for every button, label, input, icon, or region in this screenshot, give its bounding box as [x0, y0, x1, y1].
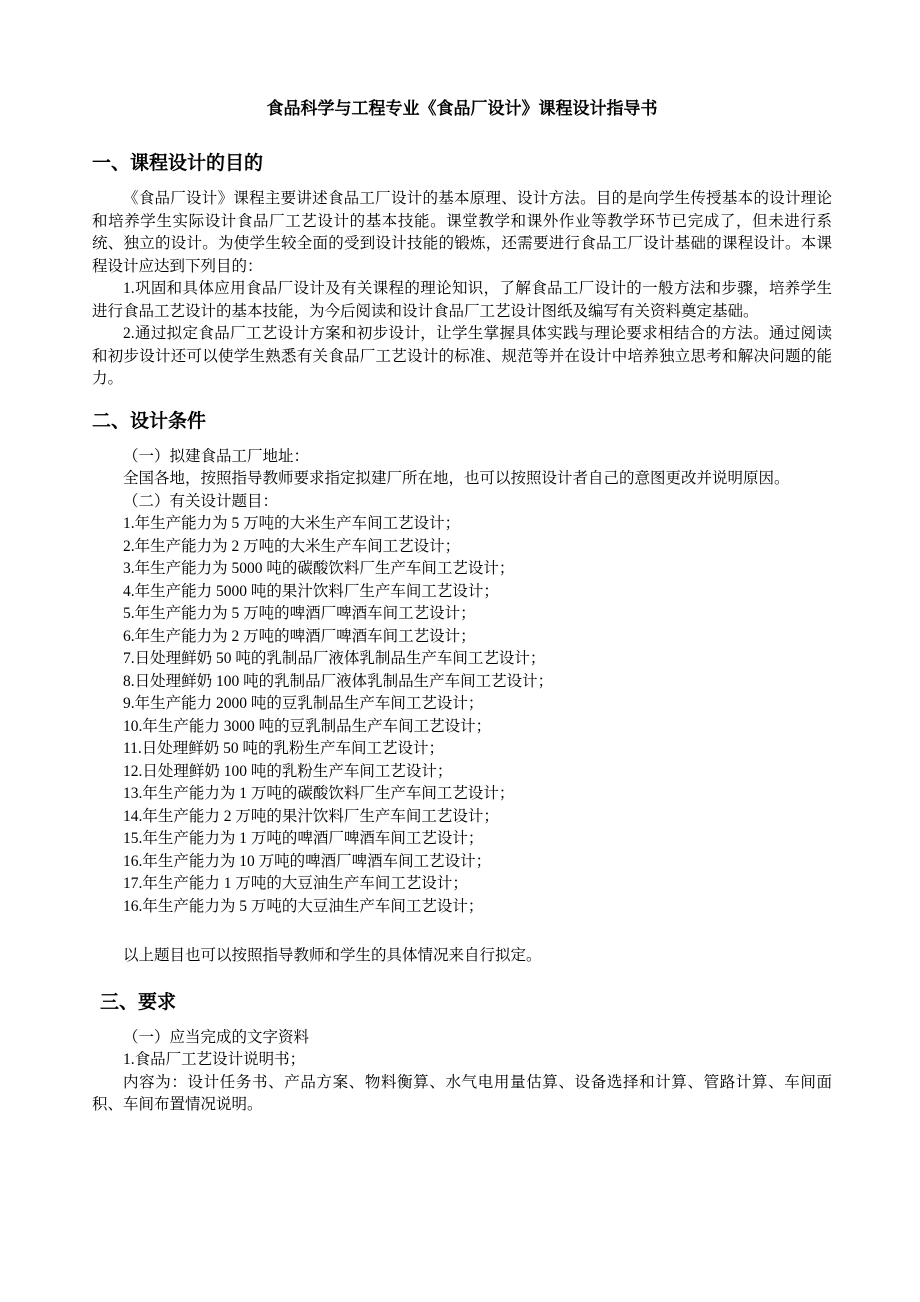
section-2-heading: 二、设计条件	[92, 410, 207, 432]
design-topic-3: 3.年生产能力为 5000 吨的碳酸饮料厂生产车间工艺设计；	[123, 560, 515, 577]
design-topic-1: 1.年生产能力为 5 万吨的大米生产车间工艺设计；	[123, 515, 461, 532]
design-topic-17: 17.年生产能力 1 万吨的大豆油生产车间工艺设计；	[123, 875, 468, 892]
section-3-paragraph-contents: 内容为：设计任务书、产品方案、物料衡算、水气电用量估算、设备选择和计算、管路计算、车间面积、车间布置情况说明。	[92, 1073, 832, 1113]
section-3-heading: 三、要求	[100, 991, 177, 1013]
section-2-subheading-topics: （二）有关设计题目：	[123, 492, 279, 510]
section-2-subheading-address: （一）拟建食品工厂地址：	[123, 447, 310, 465]
design-topic-8: 8.日处理鲜奶 100 吨的乳制品厂液体乳制品生产车间工艺设计；	[123, 672, 554, 690]
design-topic-18: 16.年生产能力为 5 万吨的大豆油生产车间工艺设计；	[123, 897, 484, 915]
design-topic-12: 12.日处理鲜奶 100 吨的乳粉生产车间工艺设计；	[123, 762, 453, 780]
section-1-paragraph-intro: 《食品厂设计》课程主要讲述食品工厂设计的基本原理、设计方法。目的是向学生传授基本的设计理论和培养学生实际设计食品厂工艺设计的基本技能。课堂教学和课外作业等教学环节已完成了，但未进行系统、独立的设计。为使学生较全面的受到设计技能的锻炼，还需要进行食品工厂设计基础的课程设计。本课程设计应达到下列目的：	[92, 190, 832, 275]
design-topic-4: 4.年生产能力 5000 吨的果汁饮料厂生产车间工艺设计；	[123, 582, 499, 600]
design-topic-14: 14.年生产能力 2 万吨的果汁饮料厂生产车间工艺设计；	[123, 807, 499, 825]
design-topic-10: 10.年生产能力 3000 吨的豆乳制品生产车间工艺设计；	[123, 717, 492, 735]
section-1-paragraph-goal-2: 2.通过拟定食品厂工艺设计方案和初步设计，让学生掌握具体实践与理论要求相结合的方法。通过阅读和初步设计还可以使学生熟悉有关食品厂工艺设计的标准、规范等并在设计中培养独立思考和解决问题的能力。	[92, 325, 832, 387]
design-topic-11: 11.日处理鲜奶 50 吨的乳粉生产车间工艺设计；	[123, 740, 445, 757]
section-1-heading: 一、课程设计的目的	[92, 153, 264, 174]
design-topic-16: 16.年生产能力为 10 万吨的啤酒厂啤酒车间工艺设计；	[123, 852, 492, 870]
design-topic-13: 13.年生产能力为 1 万吨的碳酸饮料厂生产车间工艺设计；	[123, 785, 515, 802]
design-topic-6: 6.年生产能力为 2 万吨的啤酒厂啤酒车间工艺设计；	[123, 627, 476, 645]
document-title: 食品科学与工程专业《食品厂设计》课程设计指导书	[266, 99, 658, 118]
section-2-note: 以上题目也可以按照指导教师和学生的具体情况来自行拟定。	[123, 947, 542, 964]
design-topic-5: 5.年生产能力为 5 万吨的啤酒厂啤酒车间工艺设计；	[123, 605, 476, 622]
section-3-item-manual: 1.食品厂工艺设计说明书；	[123, 1051, 306, 1068]
design-topic-9: 9.年生产能力 2000 吨的豆乳制品生产车间工艺设计；	[123, 695, 484, 712]
design-topic-2: 2.年生产能力为 2 万吨的大米生产车间工艺设计；	[123, 537, 461, 555]
design-topic-15: 15.年生产能力为 1 万吨的啤酒厂啤酒车间工艺设计；	[123, 830, 484, 847]
design-topic-7: 7.日处理鲜奶 50 吨的乳制品厂液体乳制品生产车间工艺设计；	[123, 650, 546, 667]
section-3-subheading-materials: （一）应当完成的文字资料	[123, 1028, 310, 1046]
section-2-paragraph-address: 全国各地，按照指导教师要求指定拟建厂所在地，也可以按照设计者自己的意图更改并说明原因。	[123, 470, 790, 487]
section-1-paragraph-goal-1: 1.巩固和具体应用食品厂设计及有关课程的理论知识，了解食品工厂设计的一般方法和步骤，培养学生进行食品工艺设计的基本技能，为今后阅读和设计食品厂工艺设计图纸及编写有关资料奠定基础。	[92, 280, 832, 320]
